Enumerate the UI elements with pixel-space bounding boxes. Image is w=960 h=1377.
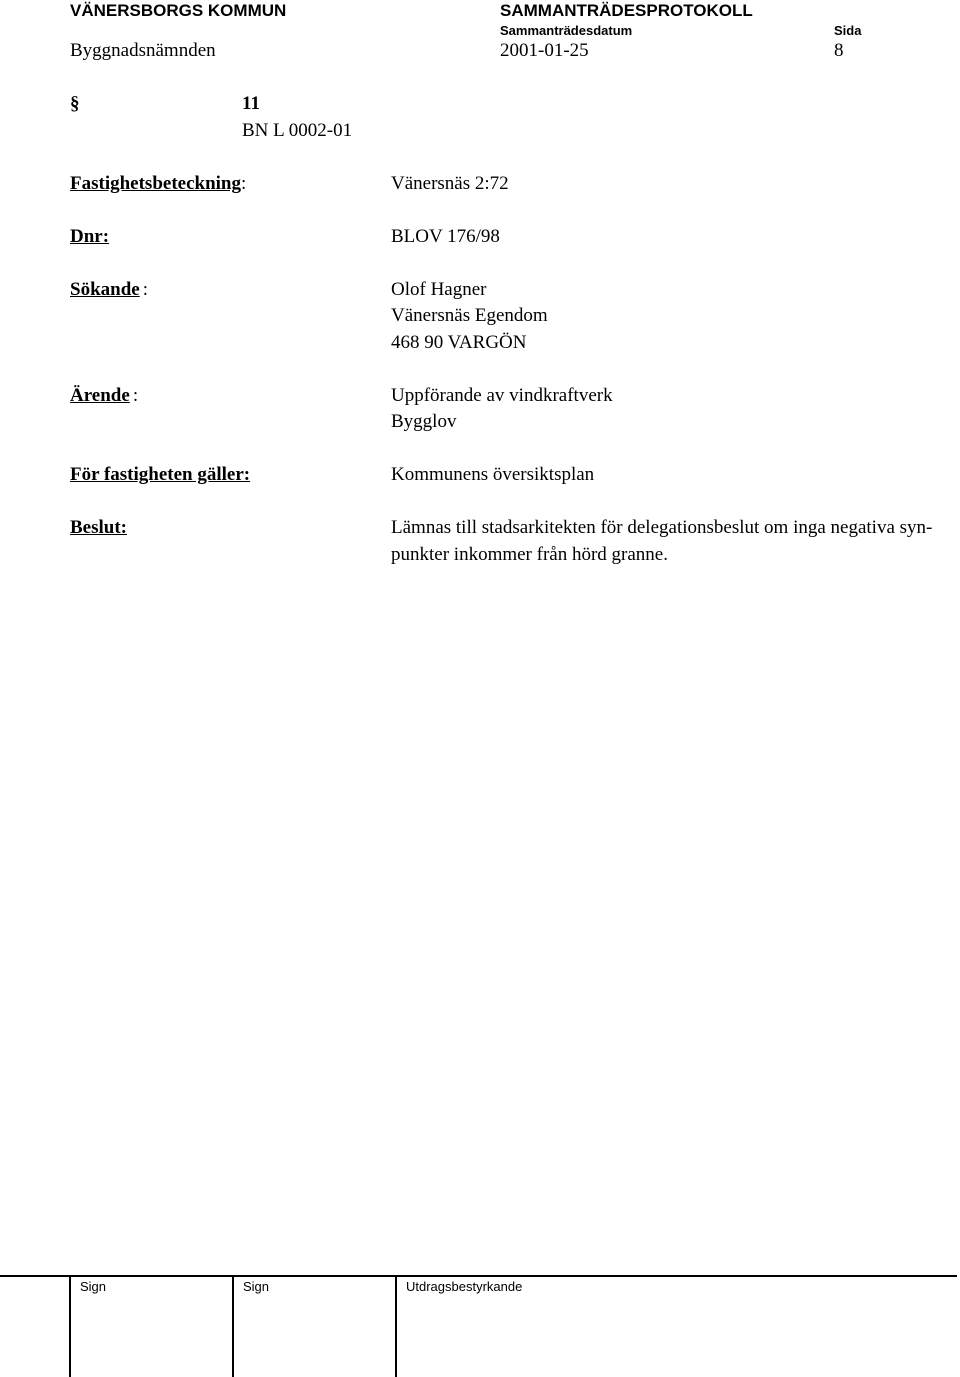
item-reference: BN L 0002-01 bbox=[242, 120, 353, 141]
matter-label-row bbox=[70, 385, 138, 407]
applicant-line-3: 468 90 VARGÖN bbox=[391, 332, 527, 353]
page-number: 8 bbox=[834, 40, 844, 61]
decision-label-row bbox=[70, 517, 127, 539]
decision-label: Beslut: bbox=[70, 517, 127, 538]
extract-certified-label: Utdragsbestyrkande bbox=[406, 1279, 523, 1294]
applicant-label-row bbox=[70, 279, 148, 301]
matter-colon: : bbox=[132, 385, 139, 406]
board-name: Byggnadsnämnden bbox=[70, 40, 216, 61]
applicant-line-1: Olof Hagner bbox=[391, 279, 487, 300]
sign-field-1-label: Sign bbox=[80, 1279, 107, 1294]
footer-divider-3 bbox=[395, 1277, 397, 1377]
section-symbol: § bbox=[70, 93, 80, 114]
dnr-label: Dnr: bbox=[70, 226, 110, 247]
decision-line-2: punkter inkommer från hörd granne. bbox=[391, 544, 668, 565]
applies-value: Kommunens översiktsplan bbox=[391, 464, 595, 485]
sign-field-2-label: Sign bbox=[243, 1279, 270, 1294]
page-label: Sida bbox=[834, 23, 862, 38]
applicant-colon: : bbox=[142, 279, 148, 300]
meeting-date: 2001-01-25 bbox=[500, 40, 589, 61]
applicant-label: Sökande bbox=[70, 279, 140, 300]
footer-divider-2 bbox=[232, 1277, 234, 1377]
item-number: 11 bbox=[242, 93, 260, 114]
property-value: Vänersnäs 2:72 bbox=[391, 173, 509, 194]
matter-label: Ärende bbox=[70, 385, 130, 406]
decision-line-1: Lämnas till stadsarkitekten för delegationsbeslut om inga negativa syn- bbox=[391, 517, 933, 538]
applies-label-row bbox=[70, 464, 250, 486]
meeting-date-label: Sammanträdesdatum bbox=[500, 23, 633, 38]
municipality-name: VÄNERSBORGS KOMMUN bbox=[70, 1, 287, 20]
property-label-row bbox=[70, 173, 246, 195]
dnr-value: BLOV 176/98 bbox=[391, 226, 500, 247]
property-label: Fastighetsbeteckning bbox=[70, 173, 241, 194]
footer-top-rule bbox=[0, 1275, 957, 1277]
footer-divider-1 bbox=[69, 1277, 71, 1377]
matter-line-2: Bygglov bbox=[391, 411, 457, 432]
applies-label: För fastigheten gäller: bbox=[70, 464, 251, 485]
applicant-line-2: Vänersnäs Egendom bbox=[391, 305, 548, 326]
dnr-label-row bbox=[70, 226, 109, 248]
document-type: SAMMANTRÄDESPROTOKOLL bbox=[500, 1, 753, 20]
property-colon: : bbox=[241, 173, 247, 194]
matter-line-1: Uppförande av vindkraftverk bbox=[391, 385, 613, 406]
